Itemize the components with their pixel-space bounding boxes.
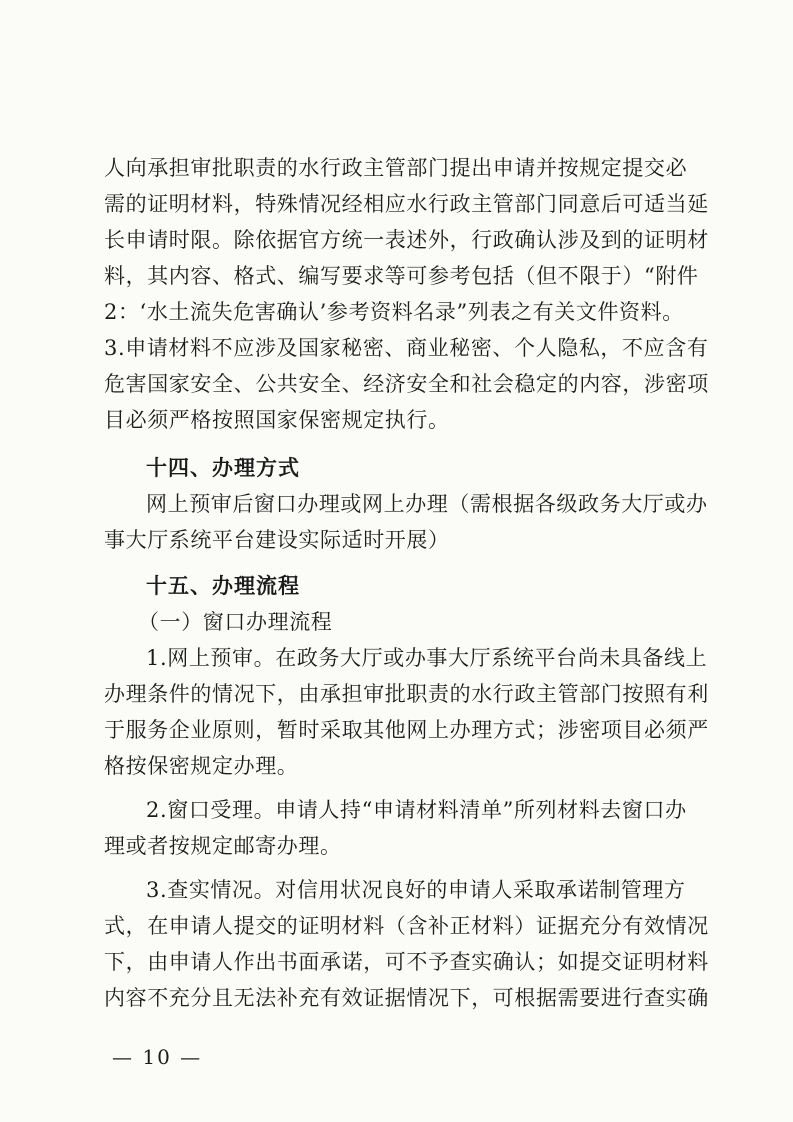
text-line: 内容不充分且无法补充有效证据情况下，可根据需要进行查实确 (104, 986, 709, 1010)
section-heading-handling-process: 十五、办理流程 (146, 574, 300, 598)
section-heading-handling-method: 十四、办理方式 (146, 456, 300, 480)
text-line: 长申请时限。除依据官方统一表述外，行政确认涉及到的证明材 (104, 228, 709, 252)
text-line: 人向承担审批职责的水行政主管部门提出申请并按规定提交必 (104, 156, 688, 180)
text-line: 理或者按规定邮寄办理。 (104, 834, 342, 858)
text-line: 危害国家安全、公共安全、经济安全和社会稳定的内容，涉密项 (104, 372, 709, 396)
text-line: 网上预审后窗口办理或网上办理（需根据各级政务大厅或办 (146, 492, 708, 516)
text-line: 3.申请材料不应涉及国家秘密、商业秘密、个人隐私，不应含有 (104, 336, 709, 360)
text-line: 3.查实情况。对信用状况良好的申请人采取承诺制管理方 (146, 878, 686, 902)
text-line: 办理条件的情况下，由承担审批职责的水行政主管部门按照有利 (104, 682, 709, 706)
text-line: 1.网上预审。在政务大厅或办事大厅系统平台尚未具备线上 (146, 646, 708, 670)
text-line: 2.窗口受理。申请人持“申请材料清单”所列材料去窗口办 (146, 798, 687, 822)
text-line: 料，其内容、格式、编写要求等可参考包括（但不限于）“附件 (104, 264, 699, 288)
text-line: 需的证明材料，特殊情况经相应水行政主管部门同意后可适当延 (104, 192, 709, 216)
text-line: 下，由申请人作出书面承诺，可不予查实确认；如提交证明材料 (104, 950, 709, 974)
text-line: 事大厅系统平台建设实际适时开展） (104, 528, 450, 552)
subsection-heading-window-process: （一）窗口办理流程 (138, 610, 333, 634)
text-line: 格按保密规定办理。 (104, 754, 299, 778)
text-line: 目必须严格按照国家保密规定执行。 (104, 408, 450, 432)
text-line: 2：‘水土流失危害确认’参考资料名录”列表之有关文件资料。 (104, 300, 684, 324)
text-line: 式，在申请人提交的证明材料（含补正材料）证据充分有效情况 (104, 914, 709, 938)
text-line: 于服务企业原则，暂时采取其他网上办理方式；涉密项目必须严 (104, 718, 709, 742)
page-number: — 10 — (112, 1045, 203, 1069)
